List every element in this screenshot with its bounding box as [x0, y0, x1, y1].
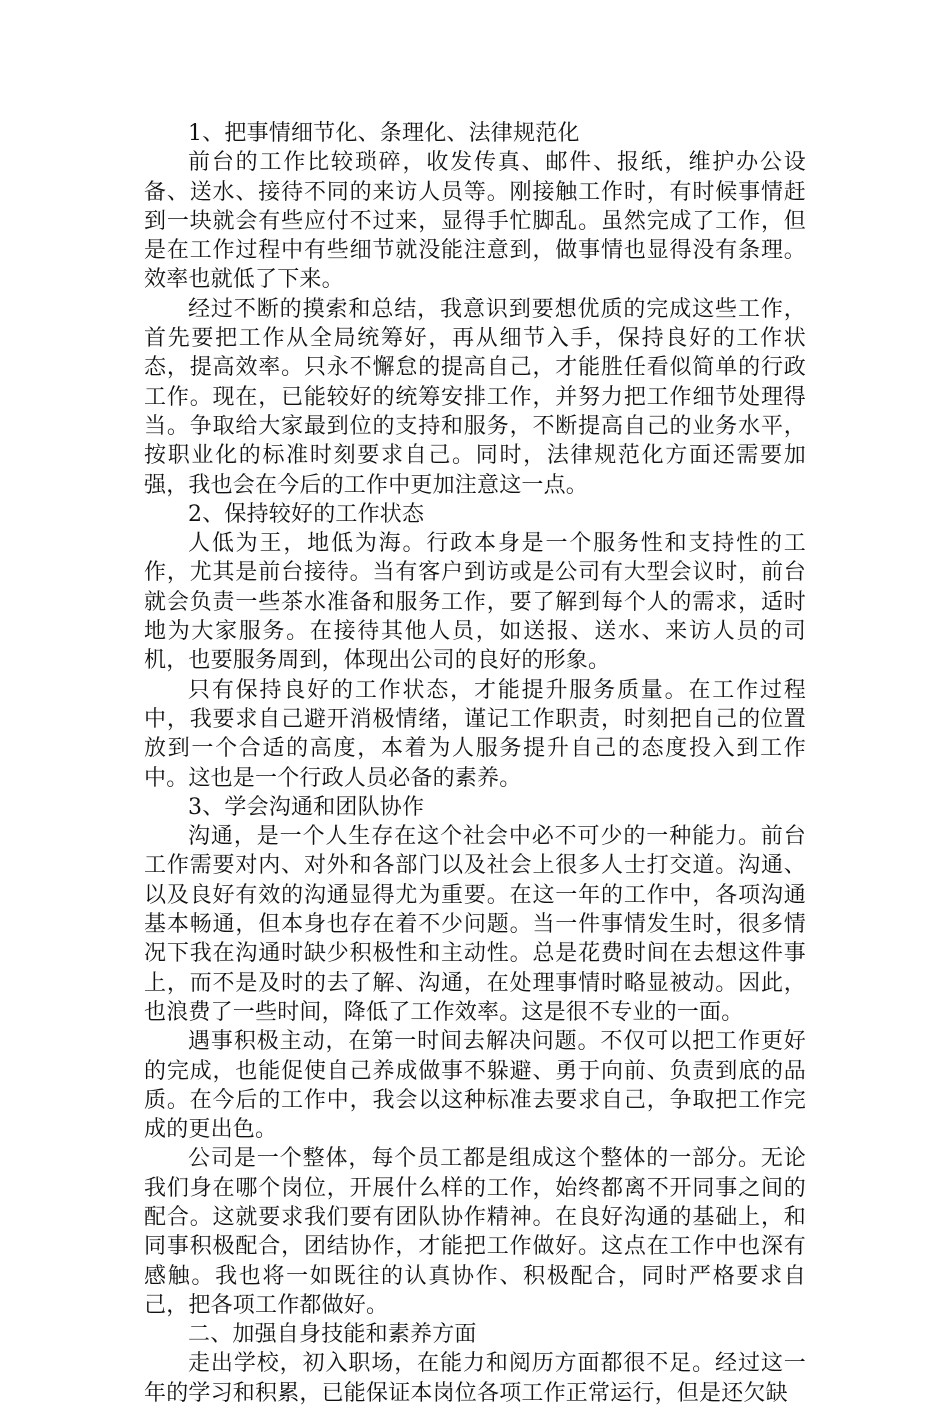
paragraph: 走出学校，初入职场，在能力和阅历方面都很不足。经过这一年的学习和积累，已能保证本岗位各项工作正常运行，但是还欠缺 [144, 1351, 806, 1406]
section-heading-2: 二、加强自身技能和素养方面 [188, 1322, 477, 1348]
section-heading-1-1: 1、把事情细节化、条理化、法律规范化 [188, 121, 580, 146]
section-heading-1-2: 2、保持较好的工作状态 [188, 501, 425, 527]
paragraph: 沟通，是一个人生存在这个社会中必不可少的一种能力。前台工作需要对内、对外和各部门以及社会上很多人士打交道。沟通、以及良好有效的沟通显得尤为重要。在这一年的工作中，各项沟通基本畅通，但本身也存在着不少问题。当一件事情发生时，很多情况下我在沟通时缺少积极性和主动性。总是花费时间在去想这件事上，而不是及时的去了解、沟通，在处理事情时略显被动。因此，也浪费了一些时间，降低了工作效率。这是很不专业的一面。 [144, 824, 806, 1025]
paragraph: 只有保持良好的工作状态，才能提升服务质量。在工作过程中，我要求自己避开消极情绪，谨记工作职责，时刻把自己的位置放到一个合适的高度，本着为人服务提升自己的态度投入到工作中。这也是一个行政人员必备的素养。 [144, 677, 806, 791]
paragraph: 经过不断的摸索和总结，我意识到要想优质的完成这些工作，首先要把工作从全局统筹好，再从细节入手，保持良好的工作状态，提高效率。只永不懈怠的提高自己，才能胜任看似简单的行政工作。现在，已能较好的统筹安排工作，并努力把工作细节处理得当。争取给大家最到位的支持和服务，不断提高自己的业务水平，按职业化的标准时刻要求自己。同时，法律规范化方面还需要加强，我也会在今后的工作中更加注意这一点。 [144, 296, 806, 498]
section-heading-1-3: 3、学会沟通和团队协作 [188, 794, 425, 820]
paragraph: 人低为王，地低为海。行政本身是一个服务性和支持性的工作，尤其是前台接待。当有客户到访或是公司有大型会议时，前台就会负责一些茶水准备和服务工作，要了解到每个人的需求，适时地为大家服务。在接待其他人员，如送报、送水、来访人员的司机，也要服务周到，体现出公司的良好的形象。 [144, 531, 806, 674]
paragraph: 前台的工作比较琐碎，收发传真、邮件、报纸，维护办公设备、送水、接待不同的来访人员等。刚接触工作时，有时候事情赶到一块就会有些应付不过来，显得手忙脚乱。虽然完成了工作，但是在工作过程中有些细节就没能注意到，做事情也显得没有条理。效率也就低了下来。 [144, 150, 806, 293]
paragraph: 遇事积极主动，在第一时间去解决问题。不仅可以把工作更好的完成，也能促使自己养成做事不躲避、勇于向前、负责到底的品质。在今后的工作中，我会以这种标准去要求自己，争取把工作完成的更出色。 [144, 1029, 806, 1143]
document-body [144, 119, 806, 1408]
paragraph: 公司是一个整体，每个员工都是组成这个整体的一部分。无论我们身在哪个岗位，开展什么样的工作，始终都离不开同事之间的配合。这就要求我们要有团队协作精神。在良好沟通的基础上，和同事积极配合，团结协作，才能把工作做好。这点在工作中也深有感触。我也将一如既往的认真协作、积极配合，同时严格要求自己，把各项工作都做好。 [144, 1146, 806, 1318]
